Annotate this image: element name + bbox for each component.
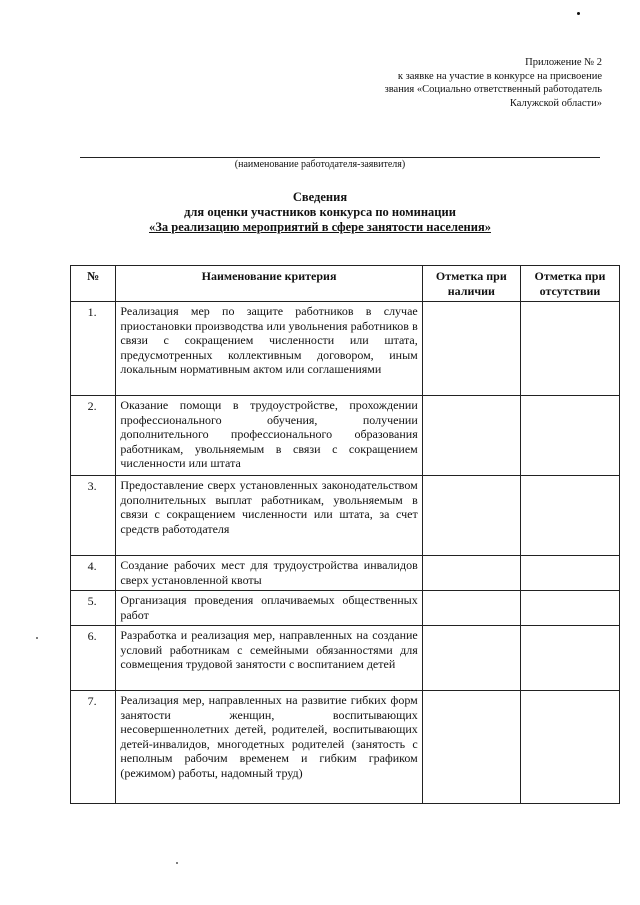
table-header-row (71, 266, 620, 302)
absent-mark-cell[interactable] (520, 626, 619, 691)
criterion-text: Предоставление сверх установленных законодательством дополнительных выплат работникам, увольняемым в связи с сокращением численности или штата, за счет средств работодателя (116, 476, 422, 556)
row-number: 3. (71, 476, 116, 556)
employer-name-line (80, 157, 600, 158)
table-row (71, 396, 620, 476)
header-present: Отметка при наличии (422, 266, 520, 302)
heading-nomination: «За реализацию мероприятий в сфере занятости населения» (149, 220, 491, 234)
appendix-block (385, 56, 602, 110)
table-row (71, 302, 620, 396)
table-row (71, 691, 620, 804)
header-absent: Отметка при отсутствии (520, 266, 619, 302)
table-row (71, 556, 620, 591)
appendix-line: Калужской области» (509, 97, 602, 109)
row-number: 1. (71, 302, 116, 396)
present-mark-cell[interactable] (422, 476, 520, 556)
appendix-line: звания «Социально ответственный работодатель (384, 84, 602, 95)
header-criterion: Наименование критерия (116, 266, 422, 302)
absent-mark-cell[interactable] (520, 556, 619, 591)
criterion-text: Реализация мер, направленных на развитие гибких форм занятости женщин, воспитывающих несовершеннолетних детей, родителей, воспитывающих детей-инвалидов, многодетных родителей (занятость с неполным рабочим временем и гибким графиком (режимом) работы, надомный труд) (116, 691, 422, 804)
table-row (71, 626, 620, 691)
criterion-text: Организация проведения оплачиваемых общественных работ (116, 591, 422, 626)
scan-dot (577, 12, 580, 15)
row-number: 4. (71, 556, 116, 591)
appendix-line: Приложение № 2 (525, 57, 602, 68)
criterion-text: Создание рабочих мест для трудоустройства инвалидов сверх установленной квоты (116, 556, 422, 591)
row-number: 2. (71, 396, 116, 476)
criteria-table (70, 265, 620, 804)
present-mark-cell[interactable] (422, 302, 520, 396)
present-mark-cell[interactable] (422, 626, 520, 691)
heading-title: Сведения (292, 190, 348, 204)
appendix-line: к заявке на участие в конкурсе на присвоение (397, 70, 602, 82)
present-mark-cell[interactable] (422, 591, 520, 626)
heading-subtitle: для оценки участников конкурса по номинации (184, 205, 456, 219)
absent-mark-cell[interactable] (520, 591, 619, 626)
present-mark-cell[interactable] (422, 556, 520, 591)
scan-speck (176, 862, 178, 864)
scan-speck (36, 637, 38, 639)
present-mark-cell[interactable] (422, 691, 520, 804)
criterion-text: Оказание помощи в трудоустройстве, прохождении профессионального обучения, получении дополнительного профессионального образования работникам, увольняемым в связи с сокращением численности или штата (116, 396, 422, 476)
row-number: 5. (71, 591, 116, 626)
row-number: 7. (71, 691, 116, 804)
header-num: № (71, 266, 116, 302)
absent-mark-cell[interactable] (520, 396, 619, 476)
row-number: 6. (71, 626, 116, 691)
criterion-text: Разработка и реализация мер, направленных на создание условий работникам с семейными обязанностями для совмещения трудовой занятости с воспитанием детей (116, 626, 422, 691)
table-row (71, 591, 620, 626)
employer-name-caption: (наименование работодателя-заявителя) (234, 159, 406, 170)
absent-mark-cell[interactable] (520, 691, 619, 804)
document-heading (0, 190, 640, 235)
table-row (71, 476, 620, 556)
criterion-text: Реализация мер по защите работников в случае приостановки производства или увольнения работников в связи с сокращением численности или штата, предусмотренных коллективным договором, иным локальным нормативным актом или соглашениями (116, 302, 422, 396)
absent-mark-cell[interactable] (520, 302, 619, 396)
present-mark-cell[interactable] (422, 396, 520, 476)
absent-mark-cell[interactable] (520, 476, 619, 556)
